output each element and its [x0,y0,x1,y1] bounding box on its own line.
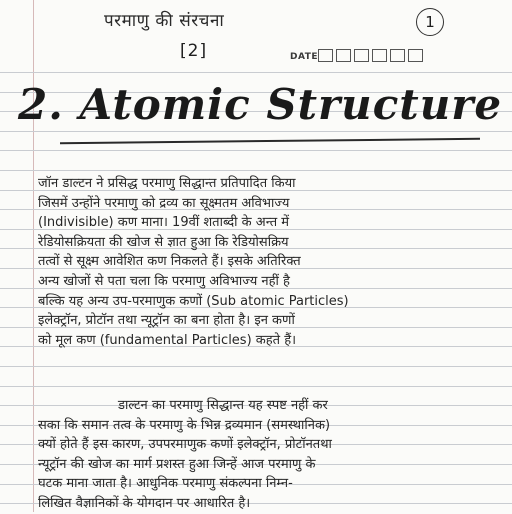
date-box [336,49,351,62]
chapter-title: 2. Atomic Structure [18,80,503,129]
date-boxes [318,49,426,62]
date-box [318,49,333,62]
margin-line [33,0,34,512]
date-box [408,49,423,62]
ruled-line [0,366,512,367]
text-line: जॉन डाल्टन ने प्रसिद्ध परमाणु सिद्धान्त प्रतिपादित किया [38,176,296,191]
text-line: बल्कि यह अन्य उप-परमाणुक कणों (Sub atomic Particles) [38,293,349,309]
text-line: इलेक्ट्रॉन, प्रोटॉन तथा न्यूट्रॉन का बना होता है। इन कणों [38,313,295,329]
ruled-line [0,386,512,387]
text-line: सका कि समान तत्व के परमाणु के भिन्न द्रव्यमान (समस्थानिक) [38,417,331,433]
ruled-line [0,131,512,132]
paragraph-1 [38,174,494,354]
date-label: DATE [290,52,319,62]
page-number: 1 [416,8,444,36]
header-title: परमाणु की संरचना [104,11,225,31]
date-box [354,49,369,62]
text-line: को मूल कण (fundamental Particles) कहते हैं। [38,332,297,348]
chapter-number: [2] [180,41,208,61]
text-line: जिसमें उन्होंने परमाणु को द्रव्य का सूक्ष्मतम अविभाज्य [38,195,290,211]
text-line: डाल्टन का परमाणु सिद्धान्त यह स्पष्ट नहीं कर [118,398,328,413]
text-line: अन्य खोजों से पता चला कि परमाणु अविभाज्य नहीं है [38,273,290,289]
title-underline [60,138,480,144]
text-line: (Indivisible) कण माना। 19वीं शताब्दी के अन्त में [38,215,290,231]
paragraph-2 [38,396,494,512]
text-line: न्यूट्रॉन की खोज का मार्ग प्रशस्त हुआ जिन्हें आज परमाणु के [38,456,316,472]
ruled-line [0,170,512,171]
text-line: रेडियोसक्रियता की खोज से ज्ञात हुआ कि रेडियोसक्रिय [38,234,289,250]
ruled-line [0,150,512,151]
text-line: तत्वों से सूक्ष्म आवेशित कण निकलते हैं। इसके अतिरिक्त [38,254,301,270]
date-box [372,49,387,62]
date-box [390,49,405,62]
text-line: लिखित वैज्ञानिकों के योगदान पर आधारित है। [38,495,251,511]
text-line: क्यों होते हैं इस कारण, उपपरमाणुक कणों इलेक्ट्रॉन, प्रोटॉनतथा [38,437,332,453]
ruled-line [0,72,512,73]
text-line: घटक माना जाता है। आधुनिक परमाणु संकल्पना निम्न- [38,476,293,492]
